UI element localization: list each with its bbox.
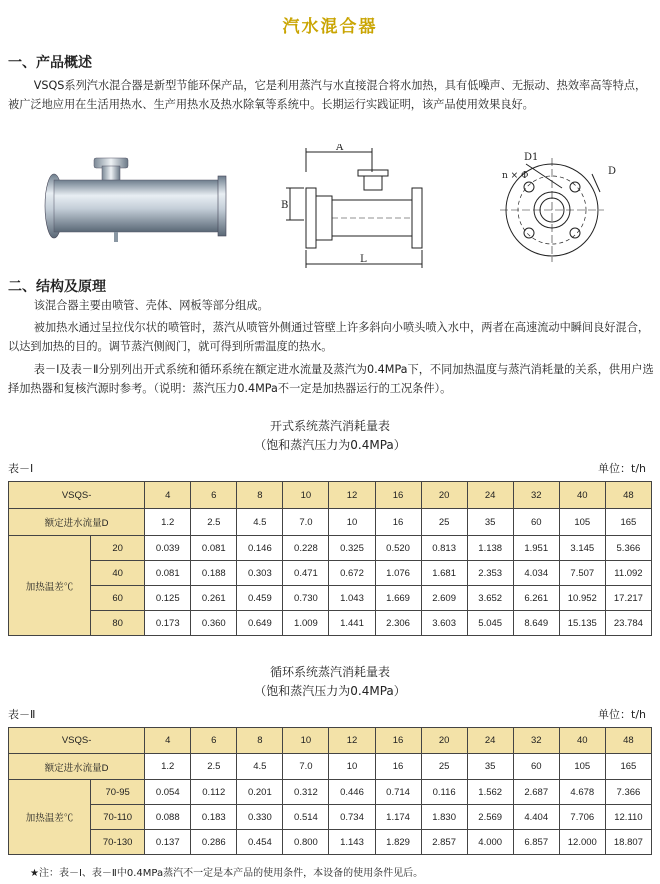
table-cell: 0.514 (283, 805, 329, 830)
table2-header-label: VSQS- (9, 728, 145, 754)
table-cell: 1.2 (145, 509, 191, 536)
table2-unit: 单位：t/h (598, 708, 646, 721)
table1-model-cell: 10 (283, 482, 329, 509)
table-cell: 0.734 (329, 805, 375, 830)
table2-flow-row (9, 754, 652, 780)
table-cell: 1.2 (145, 754, 191, 780)
footnote: ★注：表－Ⅰ、表－Ⅱ中0.4MPa蒸汽不一定是本产品的使用条件，本设备的使用条件见后。 (30, 868, 424, 879)
table-cell: 0.228 (283, 536, 329, 561)
table-cell: 0.125 (145, 586, 191, 611)
table-row (9, 561, 652, 586)
table-cell: 10 (329, 509, 375, 536)
table-cell: 60 (513, 509, 559, 536)
overview-paragraph: VSQS系列汽水混合器是新型节能环保产品，它是利用蒸汽与水直接混合将水加热，具有低噪声、无振动、热效率高等特点，被广泛地应用在生活用热水、生产用热水及热水除氧等系统中。长期运行实践证明，该产品使用效果良好。 (8, 79, 647, 111)
table-cell: 4.404 (513, 805, 559, 830)
table1-flow-row (9, 509, 652, 536)
table2-label: 表－Ⅱ (8, 708, 36, 721)
table1-label: 表－Ⅰ (8, 462, 34, 475)
table-cell: 1.669 (375, 586, 421, 611)
table-cell: 0.116 (421, 780, 467, 805)
table-cell: 0.081 (145, 561, 191, 586)
table-row (9, 830, 652, 855)
table-row (9, 805, 652, 830)
dim-label-n-phi: n × Φ (502, 171, 529, 181)
table-cell: 0.183 (191, 805, 237, 830)
table1-model-cell: 20 (421, 482, 467, 509)
table-cell: 4.000 (467, 830, 513, 855)
section-heading-overview: 一、产品概述 (8, 55, 92, 71)
table-cell: 0.054 (145, 780, 191, 805)
table-cell: 0.081 (191, 536, 237, 561)
table-cell: 7.0 (283, 754, 329, 780)
table-cell: 0.312 (283, 780, 329, 805)
temp-cell: 70-130 (91, 830, 145, 855)
table-cell: 0.112 (191, 780, 237, 805)
table-cell: 7.366 (605, 780, 651, 805)
table-cell: 35 (467, 509, 513, 536)
table-cell: 2.5 (191, 509, 237, 536)
table-cell: 0.201 (237, 780, 283, 805)
table1-model-cell: 24 (467, 482, 513, 509)
table-cell: 2.353 (467, 561, 513, 586)
table-cell: 5.366 (605, 536, 651, 561)
table1-model-cell: 6 (191, 482, 237, 509)
table-cell: 7.0 (283, 509, 329, 536)
table-cell: 165 (605, 754, 651, 780)
table2-model-cell: 10 (283, 728, 329, 754)
table-cell: 1.138 (467, 536, 513, 561)
table-cell: 1.174 (375, 805, 421, 830)
table-cell: 25 (421, 509, 467, 536)
table1 (8, 481, 652, 636)
table2-model-cell: 48 (605, 728, 651, 754)
table-cell: 23.784 (605, 611, 651, 636)
table-cell: 0.714 (375, 780, 421, 805)
table-cell: 35 (467, 754, 513, 780)
table-cell: 8.649 (513, 611, 559, 636)
temp-cell: 20 (91, 536, 145, 561)
table-cell: 25 (421, 754, 467, 780)
table-cell: 0.446 (329, 780, 375, 805)
table-row (9, 536, 652, 561)
table-cell: 1.143 (329, 830, 375, 855)
temp-cell: 70-95 (91, 780, 145, 805)
table-cell: 165 (605, 509, 651, 536)
table-cell: 1.043 (329, 586, 375, 611)
table2-title: 循环系统蒸汽消耗量表 (269, 665, 390, 679)
table-cell: 4.678 (559, 780, 605, 805)
table-cell: 2.306 (375, 611, 421, 636)
table2-header-row (9, 728, 652, 754)
table-cell: 105 (559, 509, 605, 536)
table-cell: 7.507 (559, 561, 605, 586)
table-cell: 2.569 (467, 805, 513, 830)
table-cell: 0.813 (421, 536, 467, 561)
table-cell: 16 (375, 754, 421, 780)
table-cell: 0.137 (145, 830, 191, 855)
mixer-product-photo (40, 148, 260, 258)
table-cell: 0.520 (375, 536, 421, 561)
table-cell: 0.261 (191, 586, 237, 611)
table1-model-cell: 8 (237, 482, 283, 509)
table-cell: 4.5 (237, 754, 283, 780)
table-cell: 0.730 (283, 586, 329, 611)
table-cell: 1.830 (421, 805, 467, 830)
table-cell: 0.360 (191, 611, 237, 636)
table-cell: 0.088 (145, 805, 191, 830)
table-cell: 2.687 (513, 780, 559, 805)
table2-model-cell: 32 (513, 728, 559, 754)
table-cell: 0.649 (237, 611, 283, 636)
table-row (9, 611, 652, 636)
table2-model-cell: 40 (559, 728, 605, 754)
table2-model-cell: 24 (467, 728, 513, 754)
table-cell: 12.000 (559, 830, 605, 855)
table-row (9, 780, 652, 805)
table-cell: 1.441 (329, 611, 375, 636)
page-title: 汽水混合器 (282, 17, 378, 37)
temp-cell: 60 (91, 586, 145, 611)
table-cell: 6.261 (513, 586, 559, 611)
table-cell: 0.303 (237, 561, 283, 586)
table2-subtitle: （饱和蒸汽压力为0.4MPa） (254, 684, 406, 698)
table-cell: 16 (375, 509, 421, 536)
table1-unit: 单位：t/h (598, 462, 646, 475)
table-cell: 0.325 (329, 536, 375, 561)
table2-model-cell: 12 (329, 728, 375, 754)
table1-title: 开式系统蒸汽消耗量表 (269, 419, 390, 433)
table1-header-label: VSQS- (9, 482, 145, 509)
table1-model-cell: 32 (513, 482, 559, 509)
product-figures (0, 144, 660, 272)
table1-model-cell: 40 (559, 482, 605, 509)
temp-cell: 70-110 (91, 805, 145, 830)
table-cell: 1.829 (375, 830, 421, 855)
table-cell: 0.454 (237, 830, 283, 855)
table-cell: 0.039 (145, 536, 191, 561)
table1-model-cell: 12 (329, 482, 375, 509)
dim-label-a: A (336, 144, 344, 153)
dim-label-d: D (608, 166, 617, 177)
table1-model-cell: 16 (375, 482, 421, 509)
structure-paragraph-3: 表－Ⅰ及表－Ⅱ分别列出开式系统和循环系统在额定进水流量及蒸汽为0.4MPa下，不同加热温度与蒸汽消耗量的关系，供用户选择加热器和复核汽源时参考。（说明：蒸汽压力0.4MPa不一定是加热器运行的工况条件）。 (8, 363, 654, 395)
table-cell: 2.609 (421, 586, 467, 611)
table-cell: 6.857 (513, 830, 559, 855)
table-cell: 3.145 (559, 536, 605, 561)
table-cell: 1.009 (283, 611, 329, 636)
table-cell: 0.672 (329, 561, 375, 586)
table-cell: 10 (329, 754, 375, 780)
table-cell: 3.603 (421, 611, 467, 636)
table-cell: 5.045 (467, 611, 513, 636)
table-cell: 3.652 (467, 586, 513, 611)
front-elevation-drawing (276, 144, 426, 272)
table-cell: 10.952 (559, 586, 605, 611)
table-cell: 17.217 (605, 586, 651, 611)
table-cell: 12.110 (605, 805, 651, 830)
table2-group-label: 加热温差℃ (9, 780, 91, 855)
table-cell: 7.706 (559, 805, 605, 830)
table2-flow-label: 额定进水流量D (9, 754, 145, 780)
table-cell: 1.562 (467, 780, 513, 805)
table-cell: 1.076 (375, 561, 421, 586)
flange-drawing (492, 144, 642, 272)
dim-label-d1: D1 (524, 152, 539, 163)
table-cell: 0.800 (283, 830, 329, 855)
table-cell: 2.857 (421, 830, 467, 855)
table-cell: 0.188 (191, 561, 237, 586)
table-cell: 4.5 (237, 509, 283, 536)
table-cell: 18.807 (605, 830, 651, 855)
section-heading-structure: 二、结构及原理 (8, 279, 106, 295)
table1-model-cell: 48 (605, 482, 651, 509)
structure-paragraph-2: 被加热水通过呈拉伐尔状的喷管时，蒸汽从喷管外侧通过管壁上许多斜向小喷头喷入水中，两者在高速流动中瞬间良好混合，以达到加热的目的。调节蒸汽侧阀门，就可得到所需温度的热水。 (8, 321, 650, 353)
temp-cell: 40 (91, 561, 145, 586)
temp-cell: 80 (91, 611, 145, 636)
table2-model-cell: 20 (421, 728, 467, 754)
table2-model-cell: 6 (191, 728, 237, 754)
table2-model-cell: 16 (375, 728, 421, 754)
table-cell: 0.286 (191, 830, 237, 855)
table1-model-cell: 4 (145, 482, 191, 509)
table1-flow-label: 额定进水流量D (9, 509, 145, 536)
structure-paragraph-1: 该混合器主要由喷管、壳体、网板等部分组成。 (33, 299, 269, 312)
table-cell: 2.5 (191, 754, 237, 780)
table2 (8, 727, 652, 855)
table-cell: 1.951 (513, 536, 559, 561)
table-cell: 0.330 (237, 805, 283, 830)
table-cell: 0.471 (283, 561, 329, 586)
table-cell: 0.459 (237, 586, 283, 611)
table-cell: 4.034 (513, 561, 559, 586)
table1-group-label: 加热温差℃ (9, 536, 91, 636)
dim-label-l: L (360, 254, 367, 265)
table-cell: 60 (513, 754, 559, 780)
table-cell: 15.135 (559, 611, 605, 636)
table-cell: 11.092 (605, 561, 651, 586)
table2-model-cell: 8 (237, 728, 283, 754)
table-row (9, 586, 652, 611)
table-cell: 0.146 (237, 536, 283, 561)
table-cell: 105 (559, 754, 605, 780)
table-cell: 0.173 (145, 611, 191, 636)
dim-label-b: B (281, 200, 289, 211)
table-cell: 1.681 (421, 561, 467, 586)
table1-subtitle: （饱和蒸汽压力为0.4MPa） (254, 438, 406, 452)
table1-header-row (9, 482, 652, 509)
table2-model-cell: 4 (145, 728, 191, 754)
